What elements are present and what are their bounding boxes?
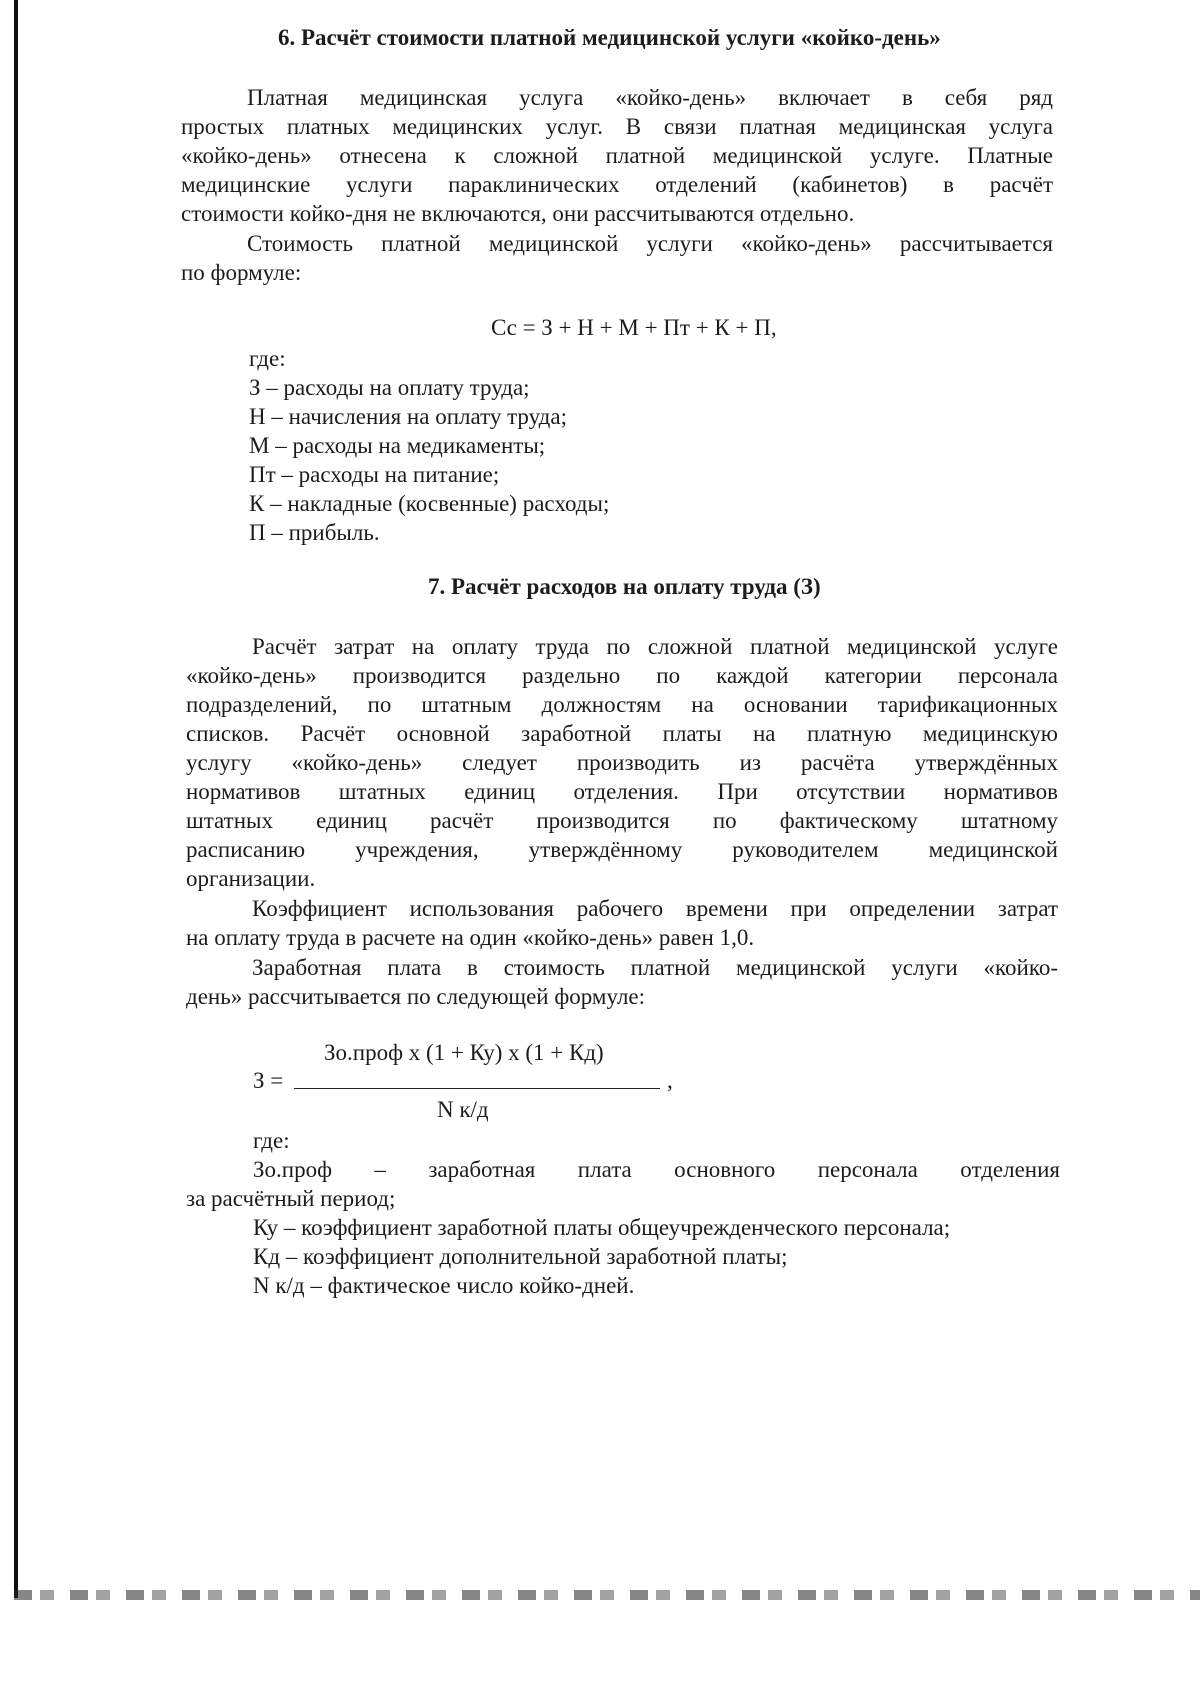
definition-item: Кд – коэффициент дополнительной заработной платы; [253, 1244, 788, 1269]
paragraph-line: нормативов штатных единиц отделения. При отсутствии нормативов [186, 779, 1058, 804]
definition-item: З – расходы на оплату труда; [249, 375, 530, 400]
formula-lhs: З = [253, 1068, 284, 1093]
paragraph-line: по формуле: [181, 260, 302, 285]
paragraph-line: Стоимость платной медицинской услуги «койко-день» рассчитывается [247, 231, 1053, 256]
section-7-heading: 7. Расчёт расходов на оплату труда (З) [428, 574, 821, 599]
definition-item: Ку – коэффициент заработной платы общеучрежденческого персонала; [253, 1215, 951, 1240]
paragraph-line: медицинские услуги параклинических отделений (кабинетов) в расчёт [181, 172, 1053, 197]
paragraph-line: подразделений, по штатным должностям на основании тарификационных [186, 692, 1058, 717]
paragraph-line: стоимости койко-дня не включаются, они рассчитываются отдельно. [181, 201, 855, 226]
paragraph-line: «койко-день» производится раздельно по каждой категории персонала [186, 663, 1058, 688]
scan-left-edge [14, 0, 18, 1598]
definition-item: К – накладные (косвенные) расходы; [249, 491, 610, 516]
paragraph-line: штатных единиц расчёт производится по фактическому штатному [186, 808, 1058, 833]
paragraph-line: Заработная плата в стоимость платной медицинской услуги «койко- [252, 955, 1058, 980]
paragraph-line: расписанию учреждения, утверждённому руководителем медицинской [186, 837, 1058, 862]
paragraph-line: организации. [186, 866, 316, 891]
definition-item: Н – начисления на оплату труда; [249, 404, 567, 429]
cost-formula: Сс = З + Н + М + Пт + К + П, [491, 315, 777, 340]
fraction-bar [294, 1088, 660, 1089]
definition-item: П – прибыль. [249, 520, 380, 545]
scan-bottom-edge [14, 1590, 1200, 1600]
section-6-heading: 6. Расчёт стоимости платной медицинской услуги «койко-день» [278, 25, 941, 50]
formula-numerator: Зо.проф х (1 + Ку) х (1 + Кд) [324, 1040, 604, 1065]
paragraph-line: день» рассчитывается по следующей формуле: [186, 984, 646, 1009]
formula-denominator: N к/д [437, 1097, 489, 1122]
definition-item: за расчётный период; [186, 1186, 396, 1211]
definition-item: N к/д – фактическое число койко-дней. [253, 1273, 635, 1298]
paragraph-line: на оплату труда в расчете на один «койко-день» равен 1,0. [186, 925, 755, 950]
paragraph-line: Коэффициент использования рабочего времени при определении затрат [252, 896, 1058, 921]
formula-trailing-comma: , [667, 1068, 673, 1093]
paragraph-line: «койко-день» отнесена к сложной платной медицинской услуге. Платные [181, 143, 1053, 168]
paragraph-line: услугу «койко-день» следует производить из расчёта утверждённых [186, 750, 1058, 775]
paragraph-line: списков. Расчёт основной заработной платы на платную медицинскую [186, 721, 1058, 746]
paragraph-line: простых платных медицинских услуг. В связи платная медицинская услуга [181, 114, 1053, 139]
definition-item: Зо.проф – заработная плата основного персонала отделения [253, 1157, 1060, 1182]
definition-item: М – расходы на медикаменты; [249, 433, 546, 458]
paragraph-line: Расчёт затрат на оплату труда по сложной платной медицинской услуге [252, 634, 1058, 659]
where-label: где: [249, 346, 286, 371]
paragraph-line: Платная медицинская услуга «койко-день» включает в себя ряд [247, 85, 1053, 110]
definition-item: Пт – расходы на питание; [249, 462, 500, 487]
where-label: где: [253, 1128, 290, 1153]
